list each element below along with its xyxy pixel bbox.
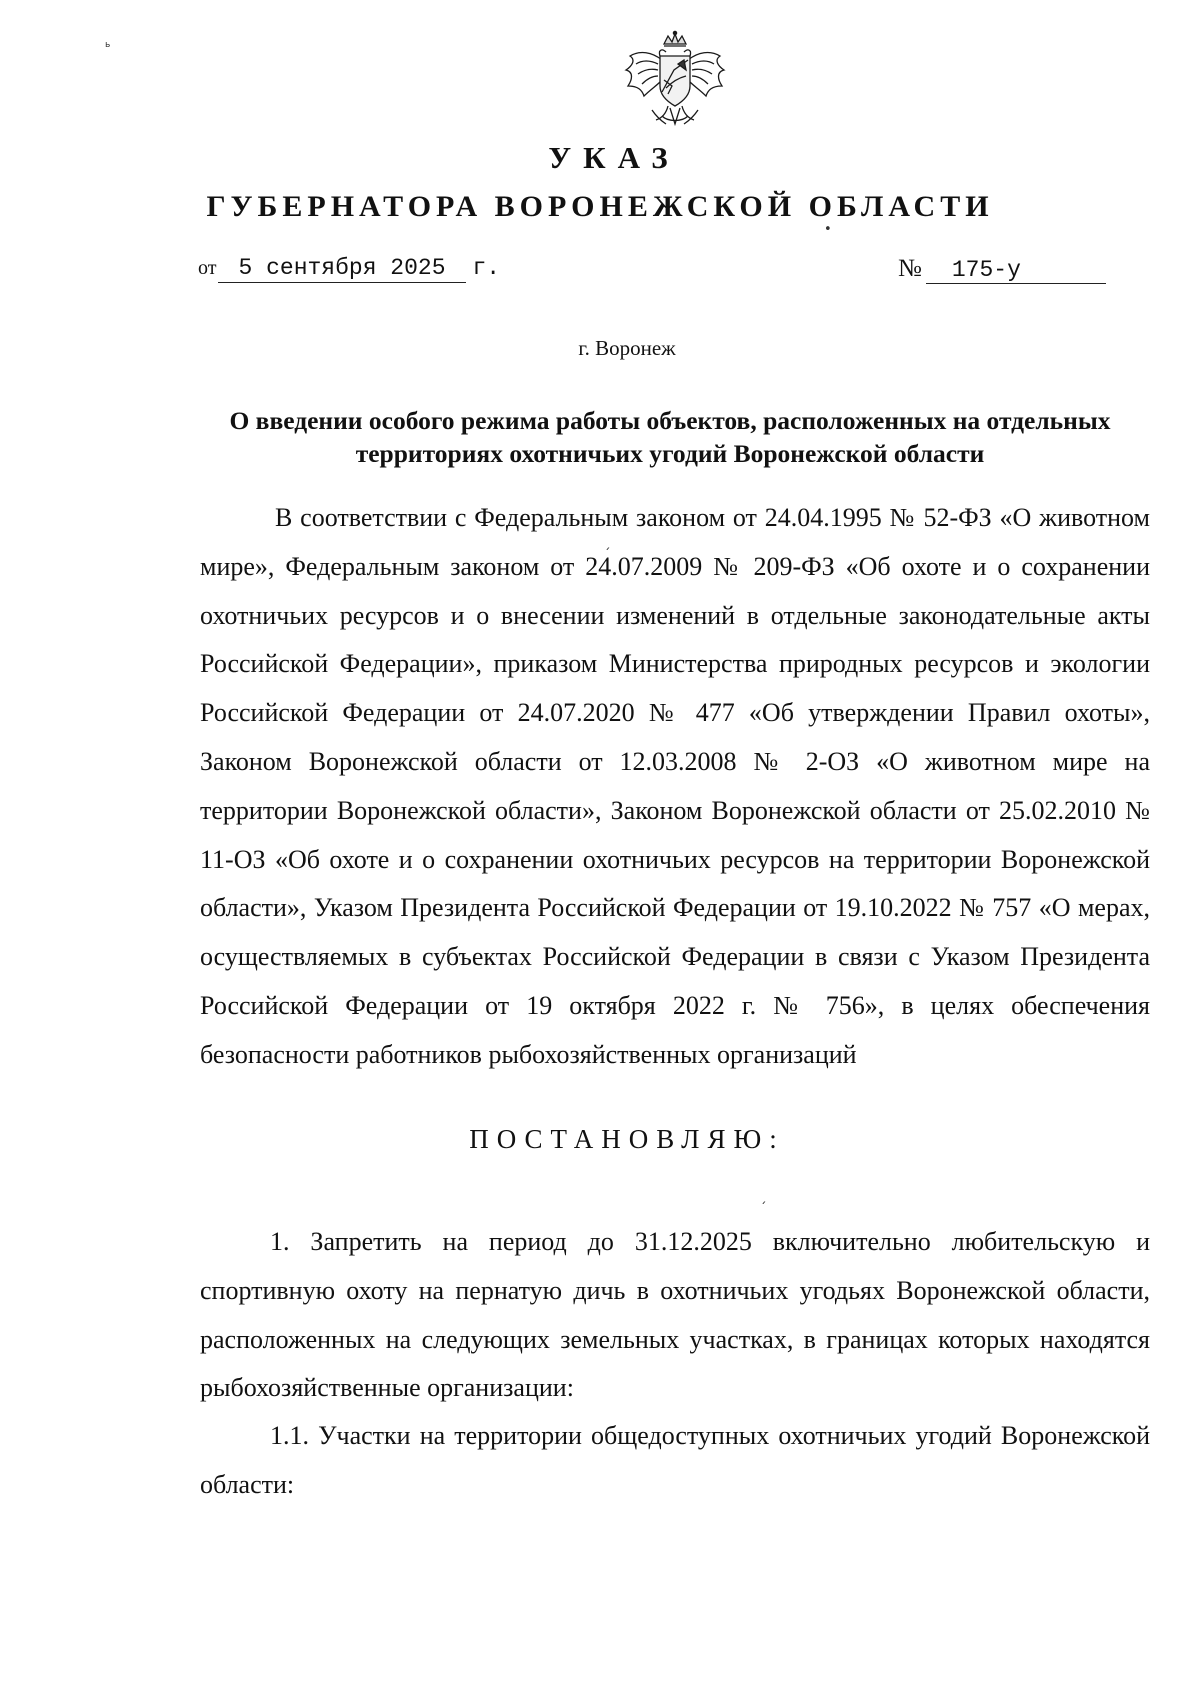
number-label: № [898,255,922,282]
date-block [198,255,500,283]
number-value: 175-у [926,257,1106,284]
date-number-row [198,255,1148,291]
clause-1: 1. Запретить на период до 31.12.2025 включительно любительскую и спортивную охоту на пернатую дичь в охотничьих угодьях Воронежской области, расположенных на следующих земельных участках, в границах которых находятся рыбохозяйственные организации: [200,1227,1150,1403]
date-value: 5 сентября 2025 [218,255,466,283]
issuing-authority: ГУБЕРНАТОРА ВОРОНЕЖСКОЙ ОБЛАСТИ [206,190,994,223]
document-subject: О введении особого режима работы объектов, расположенных на отдельных территориях охотничьих угодий Воронежской области [229,406,1111,468]
scan-tick-2: ˏ [760,1190,767,1205]
date-suffix: г. [472,255,501,281]
document-type-title: УКАЗ [548,140,680,175]
clause-1-1: 1.1. Участки на территории общедоступных охотничьих угодий Воронежской области: [200,1421,1150,1499]
scan-dot: • [824,222,832,237]
city-name: г. Воронеж [578,336,676,360]
decree-word: ПОСТАНОВЛЯЮ: [469,1124,785,1154]
date-prefix: от [198,257,217,279]
scan-speck: ь [105,40,111,50]
scan-tick: ˏ [604,536,611,551]
preamble-paragraph: В соответствии с Федеральным законом от 24.04.1995 № 52-ФЗ «О животном мире», Федеральным законом от 24.07.2009 № 209-ФЗ «Об охоте и о сохранении охотничьих ресурсов и о внесении изменений в отдельные законодательные акты Российской Федерации», приказом Министерства природных ресурсов и экологии Российской Федерации от 24.07.2020 № 477 «Об утверждении Правил охоты», Законом Воронежской области от 12.03.2008 № 2-ОЗ «О животном мире на территории Воронежской области», Законом Воронежской области от 25.02.2010 № 11-ОЗ «Об охоте и о сохранении охотничьих ресурсов на территории Воронежской области», Указом Президента Российской Федерации от 19.10.2022 № 757 «О мерах, осуществляемых в субъектах Российской Федерации в связи с Указом Президента Российской Федерации от 19 октября 2022 г. № 756», в целях обеспечения безопасности работников рыбохозяйственных организаций [200,503,1150,1069]
number-block [898,255,1106,284]
coat-of-arms-icon [622,30,728,130]
